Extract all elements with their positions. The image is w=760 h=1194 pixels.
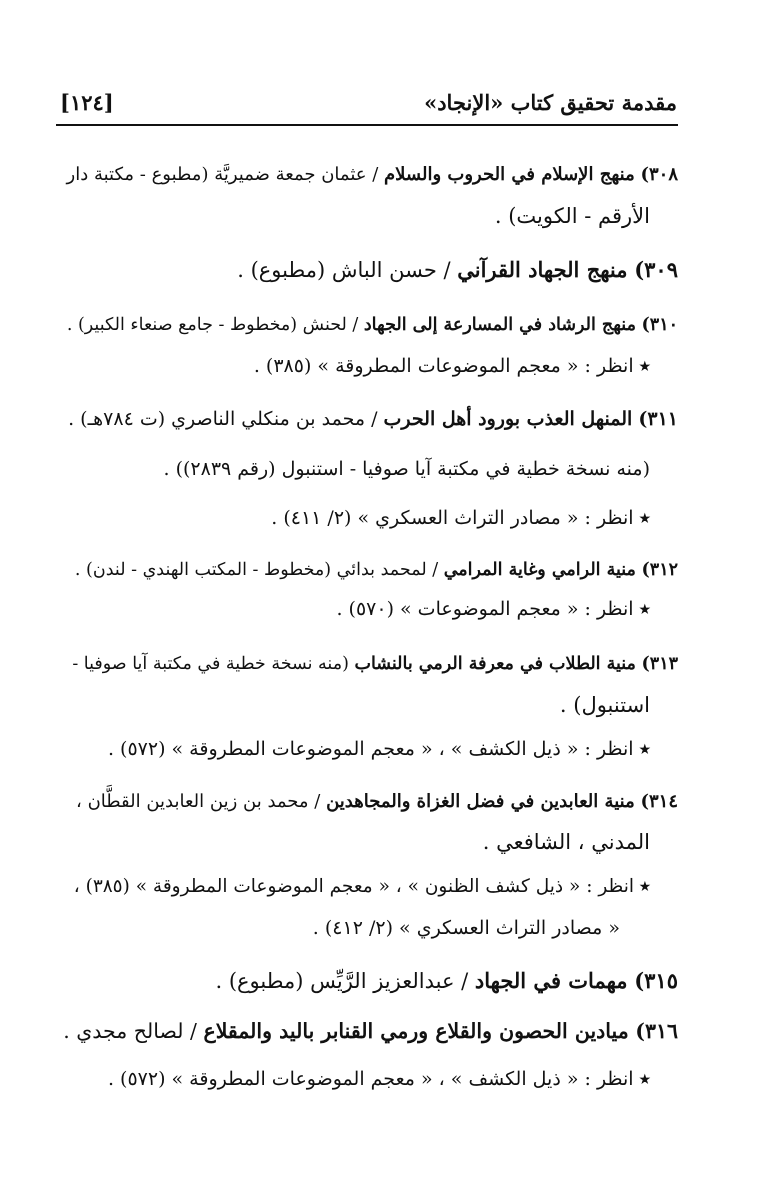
entry-311-sub: (منه نسخة خطية في مكتبة آيا صوفيا - استنبول (رقم ٢٨٣٩)) . <box>163 458 650 480</box>
entry-308: ٣٠٨) منهج الإسلام في الحروب والسلام / عثمان جمعة ضميريَّة (مطبوع - مكتبة دار <box>66 164 678 185</box>
entry-316-note: ٭ انظر : « ذيل الكشف » ، « معجم الموضوعات المطروقة » (٥٧٢) . <box>107 1068 650 1090</box>
entry-310: ٣١٠) منهج الرشاد في المسارعة إلى الجهاد / لحنش (مخطوط - جامع صنعاء الكبير) . <box>66 315 678 335</box>
entry-310-note: ٭ انظر : « معجم الموضوعات المطروقة » (٣٨٥) . <box>253 355 650 377</box>
entry-311-note: ٭ انظر : « مصادر التراث العسكري » (٢/ ٤١١) . <box>271 507 650 529</box>
entry-312-note: ٭ انظر : « معجم الموضوعات » (٥٧٠) . <box>336 598 650 620</box>
entry-314-note-cont: « مصادر التراث العسكري » (٢/ ٤١٢) . <box>312 917 620 939</box>
running-title: مقدمة تحقيق كتاب «الإنجاد» <box>424 89 677 115</box>
entry-308-cont: الأرقم - الكويت) . <box>494 204 650 228</box>
entry-309: ٣٠٩) منهج الجهاد القرآني / حسن الباش (مطبوع) . <box>237 257 678 282</box>
entry-315: ٣١٥) مهمات في الجهاد / عبدالعزيز الرَّيِّس (مطبوع) . <box>215 968 678 993</box>
entry-314-cont: المدني ، الشافعي . <box>482 830 650 854</box>
entry-314-note: ٭ انظر : « ذيل كشف الظنون » ، « معجم الموضوعات المطروقة » (٣٨٥) ، <box>73 876 650 897</box>
entry-313-note: ٭ انظر : « ذيل الكشف » ، « معجم الموضوعات المطروقة » (٥٧٢) . <box>107 738 650 760</box>
entry-313: ٣١٣) منية الطلاب في معرفة الرمي بالنشاب (منه نسخة خطية في مكتبة آيا صوفيا - <box>72 654 678 674</box>
entry-314: ٣١٤) منية العابدين في فضل الغزاة والمجاهدين / محمد بن زين العابدين القطَّان ، <box>76 791 678 812</box>
entry-316: ٣١٦) ميادين الحصون والقلاع ورمي القنابر باليد والمقلاع / لصالح مجدي . <box>63 1019 678 1043</box>
entry-312: ٣١٢) منية الرامي وغاية المرامي / لمحمد بدائي (مخطوط - المكتب الهندي - لندن) . <box>74 560 678 580</box>
page-number: [١٢٤] <box>60 89 114 115</box>
entry-313-cont: استنبول) . <box>559 693 650 717</box>
entry-311: ٣١١) المنهل العذب بورود أهل الحرب / محمد بن منكلي الناصري (ت ٧٨٤هـ) . <box>68 408 678 430</box>
